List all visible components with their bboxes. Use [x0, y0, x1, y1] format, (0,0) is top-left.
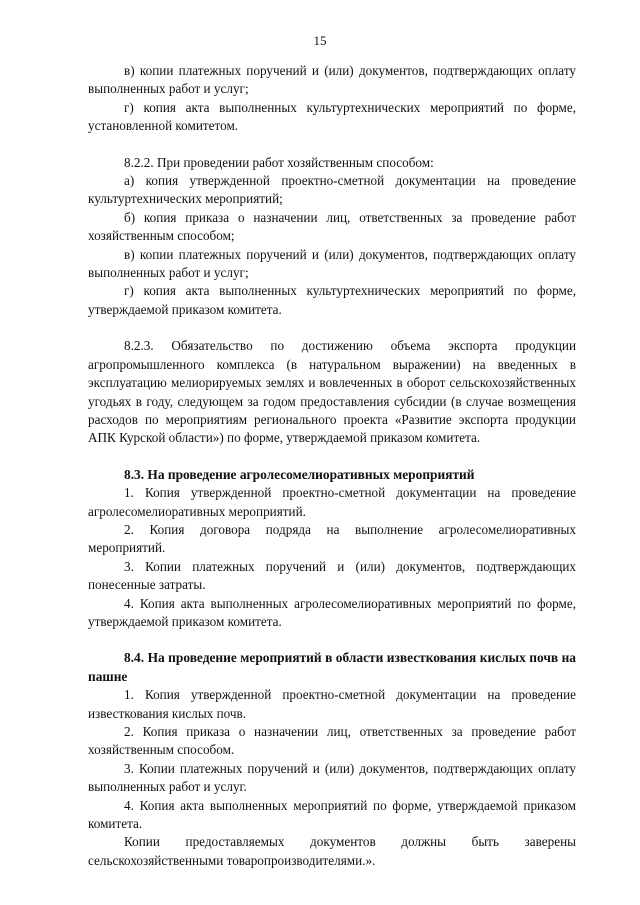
- section-8-4-heading: 8.4. На проведение мероприятий в области известкования кислых почв на пашне: [88, 650, 576, 684]
- paragraph-8-2-2-g: г) копия акта выполненных культуртехнических мероприятий по форме, утверждаемой приказом комитета.: [88, 283, 576, 317]
- page-number: 15: [313, 33, 327, 48]
- section-8-4-item-2: 2. Копия приказа о назначении лиц, ответственных за проведение работ хозяйственным способом.: [88, 724, 576, 758]
- section-8-3-heading: 8.3. На проведение агролесомелиоративных мероприятий: [124, 466, 475, 482]
- section-8-4-item-3: 3. Копии платежных поручений и (или) документов, подтверждающих оплату выполненных работ и услуг.: [88, 760, 576, 795]
- paragraph-8-2-3: 8.2.3. Обязательство по достижению объема экспорта продукции агропромышленного комплекса (в натуральном выражении) на введенных в эксплуатацию мелиорируемых землях и вовлеченных в оборот сельскохозяйственных угодьях в году, следующем за годом предоставления субсидии (в случае возмещения расходов по мероприятиям регионального проекта «Развитие экспорта продукции АПК Курской области») по форме, утверждаемой приказом комитета.: [88, 338, 576, 446]
- paragraph-8-2-1-g: г) копия акта выполненных культуртехнических мероприятий по форме, установленной комитетом.: [88, 99, 576, 134]
- section-8-4-closing: Копии предоставляемых документов должны быть заверены сельскохозяйственными товаропроизводителями.».: [88, 834, 576, 868]
- paragraph-8-2-1-v: в) копии платежных поручений и (или) документов, подтверждающих оплату выполненных работ и услуг;: [88, 63, 576, 97]
- section-8-4-item-4: 4. Копия акта выполненных мероприятий по форме, утверждаемой приказом комитета.: [88, 797, 576, 832]
- paragraph-8-2-2-v: в) копии платежных поручений и (или) документов, подтверждающих оплату выполненных работ и услуг;: [88, 246, 576, 281]
- paragraph-8-2-2-a: а) копия утвержденной проектно-сметной документации на проведение культуртехнических мероприятий;: [88, 173, 576, 207]
- paragraph-8-2-2-title: 8.2.2. При проведении работ хозяйственным способом:: [124, 154, 434, 170]
- document-body: [88, 62, 576, 870]
- section-8-4-item-1: 1. Копия утвержденной проектно-сметной документации на проведение известкования кислых почв.: [88, 687, 576, 721]
- section-8-3-item-3: 3. Копии платежных поручений и (или) документов, подтверждающих понесенные затраты.: [88, 558, 576, 593]
- paragraph-8-2-2-b: б) копия приказа о назначении лиц, ответственных за проведение работ хозяйственным способом;: [88, 209, 576, 244]
- section-8-3-item-1: 1. Копия утвержденной проектно-сметной документации на проведение агролесомелиоративных мероприятий.: [88, 485, 576, 519]
- section-8-3-item-2: 2. Копия договора подряда на выполнение агролесомелиоративных мероприятий.: [88, 521, 576, 556]
- section-8-3-item-4: 4. Копия акта выполненных агролесомелиоративных мероприятий по форме, утверждаемой приказом комитета.: [88, 595, 576, 629]
